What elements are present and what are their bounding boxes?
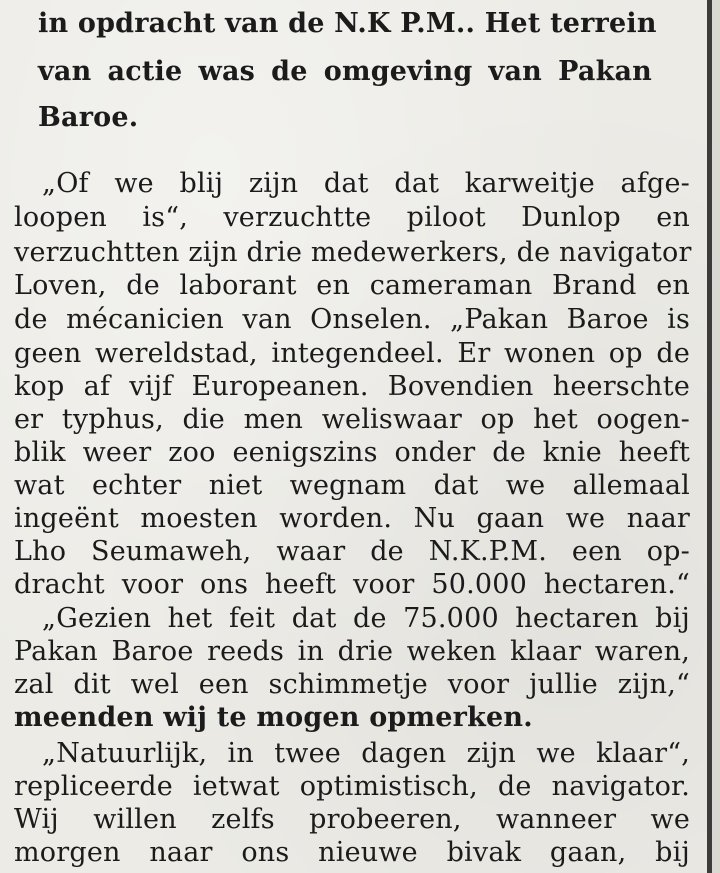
text-line-5: loopen is“, verzuchtte piloot Dunlop en [14, 202, 690, 233]
text-line-24: morgen naar ons nieuwe bivak gaan, bij [14, 837, 690, 868]
text-line-10: kop af vijf Europeanen. Bovendien heerschte [14, 371, 690, 402]
text-line-17: „Gezien het feit dat de 75.000 hectaren bij [42, 603, 690, 634]
text-line-2: van actie was de omgeving van Pakan [38, 56, 652, 87]
text-line-8: de mécanicien van Onselen. „Pakan Baroe is [14, 304, 690, 335]
text-line-18: Pakan Baroe reeds in drie weken klaar waren, [14, 636, 690, 667]
text-line-3: Baroe. [38, 102, 139, 133]
text-line-4: „Of we blij zijn dat dat karweitje afge- [42, 168, 690, 199]
text-line-1: in opdracht van de N.K P.M.. Het terrein [38, 8, 657, 39]
right-margin [712, 0, 720, 873]
text-line-20: meenden wij te mogen opmerken. [14, 702, 533, 733]
text-line-19: zal dit wel een schimmetje voor jullie zijn,“ [14, 669, 690, 700]
text-line-6: verzuchtten zijn drie medewerkers, de navigator [14, 237, 692, 268]
text-line-7: Loven, de laborant en cameraman Brand en [14, 270, 690, 301]
text-line-15: Lho Seumaweh, waar de N.K.P.M. een op- [14, 536, 690, 567]
text-line-23: Wij willen zelfs probeeren, wanneer we [14, 804, 690, 835]
text-line-21: „Natuurlijk, in twee dagen zijn we klaar“, [42, 738, 690, 769]
text-line-16: dracht voor ons heeft voor 50.000 hectaren.“ [14, 569, 690, 600]
text-line-11: er typhus, die men weliswaar op het oogen- [14, 404, 690, 435]
text-line-9: geen wereldstad, integendeel. Er wonen op de [14, 338, 690, 369]
text-line-12: blik weer zoo eenigszins onder de knie heeft [14, 437, 690, 468]
text-line-14: ingeënt moesten worden. Nu gaan we naar [14, 503, 690, 534]
text-line-22: repliceerde ietwat optimistisch, de navigator. [14, 771, 690, 802]
text-line-13: wat echter niet wegnam dat we allemaal [14, 470, 690, 501]
